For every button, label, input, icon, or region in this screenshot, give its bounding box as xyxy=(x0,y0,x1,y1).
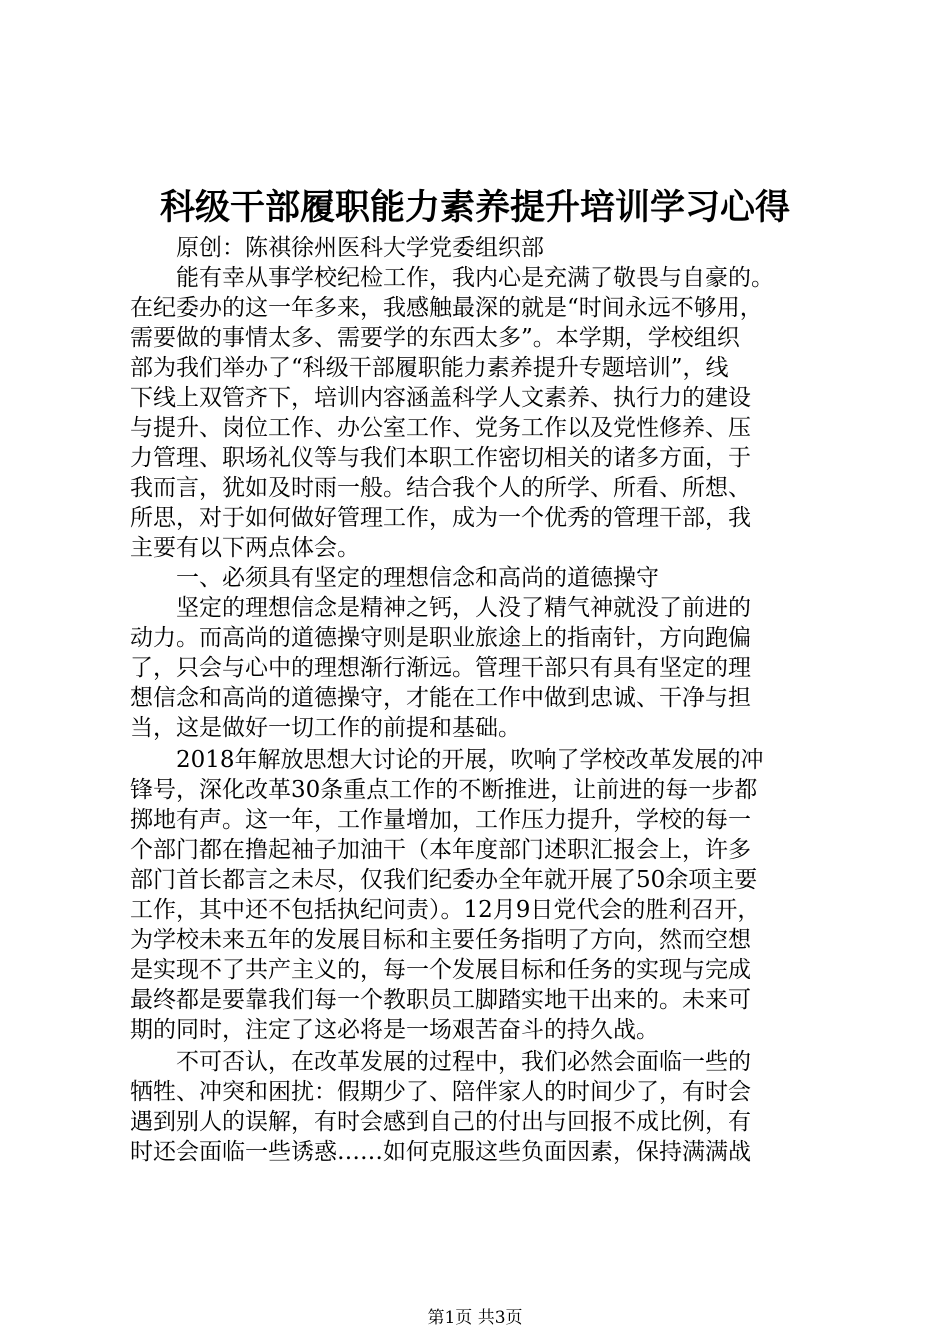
document-body xyxy=(130,233,840,1167)
paragraph-line: 所思，对于如何做好管理工作，成为一个优秀的管理干部，我 xyxy=(130,505,751,531)
page-footer: 第1页 共3页 xyxy=(427,1308,523,1328)
author-line: 原创：陈祺徐州医科大学党委组织部 xyxy=(130,235,544,261)
paragraph-line: 是实现不了共产主义的，每一个发展目标和任务的实现与完成 xyxy=(130,957,751,983)
paragraph-line: 力管理、职场礼仪等与我们本职工作密切相关的诸多方面，于 xyxy=(130,445,751,471)
section-heading: 一、必须具有坚定的理想信念和高尚的道德操守 xyxy=(130,565,659,591)
paragraph-line: 我而言，犹如及时雨一般。结合我个人的所学、所看、所想、 xyxy=(130,475,751,501)
paragraph-line: 能有幸从事学校纪检工作，我内心是充满了敬畏与自豪的。 xyxy=(130,265,774,291)
paragraph-line: 与提升、岗位工作、办公室工作、党务工作以及党性修养、压 xyxy=(130,415,751,441)
paragraph-line: 了，只会与心中的理想渐行渐远。管理干部只有具有坚定的理 xyxy=(130,655,751,681)
paragraph-line: 下线上双管齐下，培训内容涵盖科学人文素养、执行力的建设 xyxy=(130,385,751,411)
document-title: 科级干部履职能力素养提升培训学习心得 xyxy=(159,187,790,228)
paragraph-line: 部为我们举办了“科级干部履职能力素养提升专题培训”，线 xyxy=(130,355,729,381)
paragraph-line: 锋号，深化改革30条重点工作的不断推进，让前进的每一步都 xyxy=(130,777,758,803)
paragraph-line: 部门首长都言之未尽，仅我们纪委办全年就开展了50余项主要 xyxy=(130,867,758,893)
paragraph-line: 期的同时，注定了这必将是一场艰苦奋斗的持久战。 xyxy=(130,1017,659,1043)
paragraph-line: 时还会面临一些诱惑……如何克服这些负面因素，保持满满战 xyxy=(130,1139,751,1165)
paragraph-line: 在纪委办的这一年多来，我感触最深的就是“时间永远不够用， xyxy=(130,295,763,321)
paragraph-line: 为学校未来五年的发展目标和主要任务指明了方向，然而空想 xyxy=(130,927,751,953)
paragraph-line: 当，这是做好一切工作的前提和基础。 xyxy=(130,715,521,741)
paragraph-line: 动力。而高尚的道德操守则是职业旅途上的指南针，方向跑偏 xyxy=(130,625,751,651)
paragraph-line: 最终都是要靠我们每一个教职员工脚踏实地干出来的。未来可 xyxy=(130,987,751,1013)
paragraph-line: 2018年解放思想大讨论的开展，吹响了学校改革发展的冲 xyxy=(130,747,764,773)
paragraph-line: 个部门都在撸起袖子加油干（本年度部门述职汇报会上，许多 xyxy=(130,837,751,863)
paragraph-line: 需要做的事情太多、需要学的东西太多”。本学期，学校组织 xyxy=(130,325,740,351)
paragraph-line: 不可否认，在改革发展的过程中，我们必然会面临一些的 xyxy=(130,1049,751,1075)
paragraph-line: 想信念和高尚的道德操守，才能在工作中做到忠诚、干净与担 xyxy=(130,685,751,711)
paragraph-line: 工作，其中还不包括执纪问责）。12月9日党代会的胜利召开， xyxy=(130,897,761,923)
paragraph-line: 坚定的理想信念是精神之钙，人没了精气神就没了前进的 xyxy=(130,595,751,621)
paragraph-line: 遇到别人的误解，有时会感到自己的付出与回报不成比例，有 xyxy=(130,1109,751,1135)
paragraph-line: 牺牲、冲突和困扰：假期少了、陪伴家人的时间少了，有时会 xyxy=(130,1079,751,1105)
paragraph-line: 掷地有声。这一年，工作量增加，工作压力提升，学校的每一 xyxy=(130,807,751,833)
paragraph-line: 主要有以下两点体会。 xyxy=(130,535,360,561)
